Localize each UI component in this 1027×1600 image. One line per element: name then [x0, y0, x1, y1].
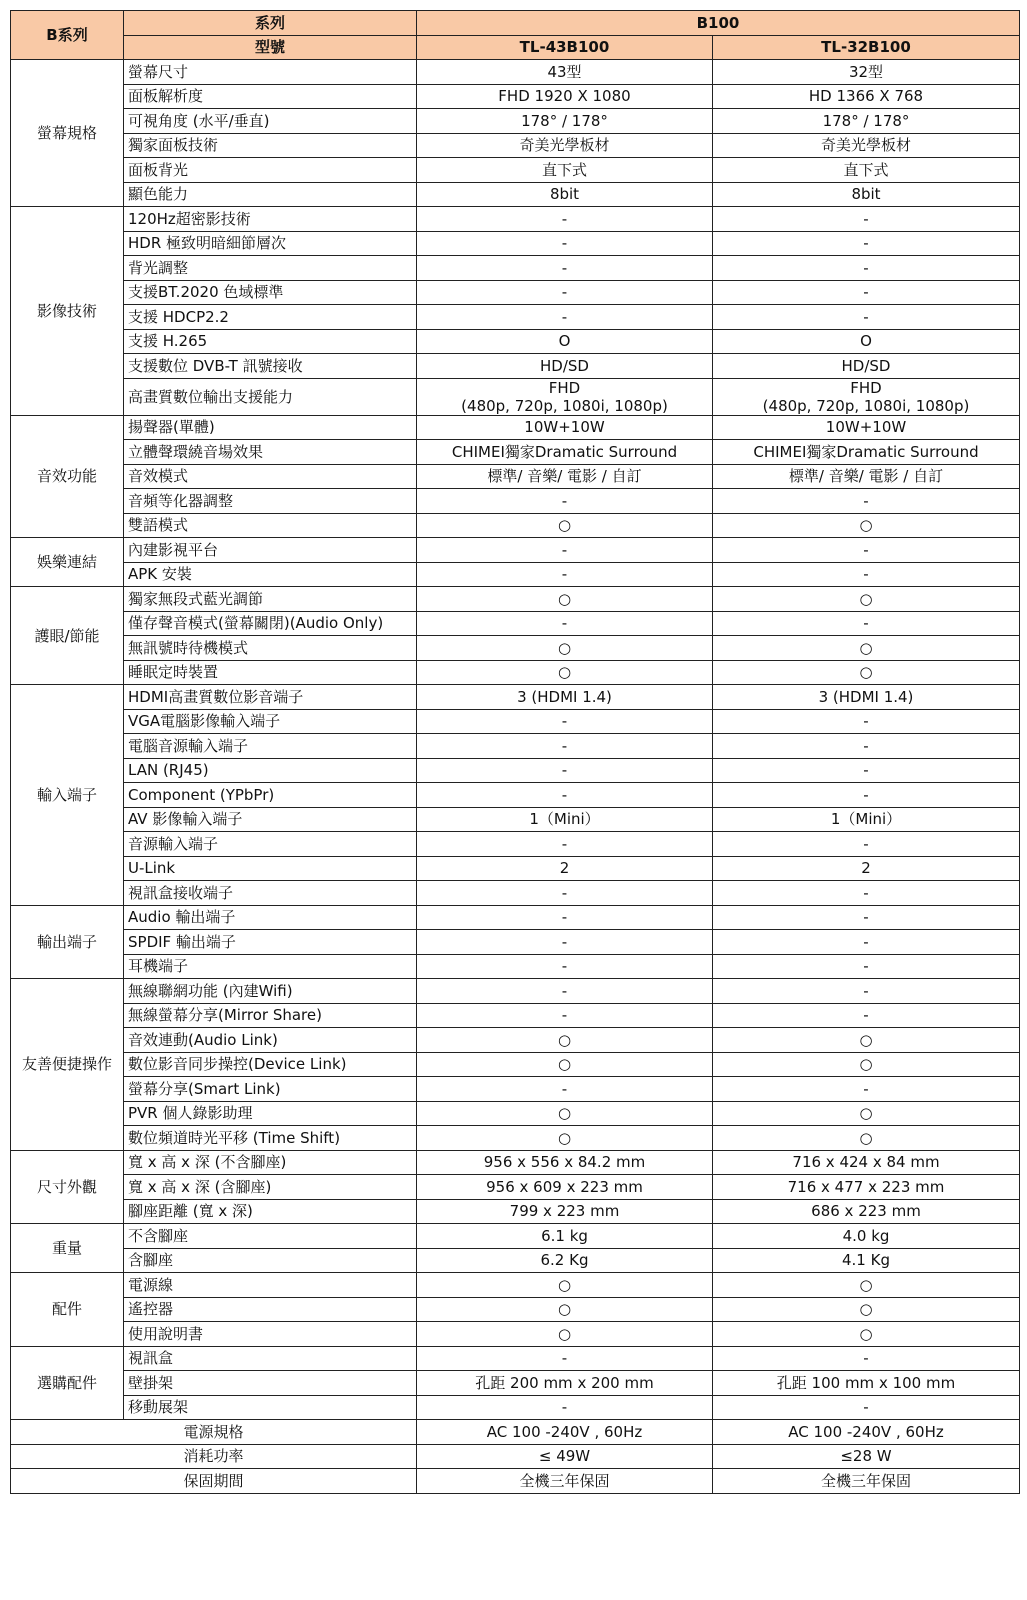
item-label-cell: 寬 x 高 x 深 (不含腳座) [124, 1150, 417, 1175]
table-row [11, 84, 1020, 109]
table-row [11, 1199, 1020, 1224]
value-b-cell: - [713, 1003, 1020, 1028]
table-row [11, 207, 1020, 232]
item-label-cell: APK 安裝 [124, 562, 417, 587]
category-cell: 配件 [11, 1273, 124, 1347]
value-b-cell: CHIMEI獨家Dramatic Surround [713, 440, 1020, 465]
value-b-cell: - [713, 538, 1020, 563]
category-cell: 護眼/節能 [11, 587, 124, 685]
value-b-cell: ○ [713, 513, 1020, 538]
item-label-cell: 可視角度 (水平/垂直) [124, 109, 417, 134]
value-b-cell: 716 x 424 x 84 mm [713, 1150, 1020, 1175]
value-a-cell: 1（Mini） [417, 807, 713, 832]
value-a-cell: - [417, 207, 713, 232]
value-a-cell: - [417, 979, 713, 1004]
value-a-cell: ○ [417, 1052, 713, 1077]
value-a-cell: - [417, 538, 713, 563]
table-row [11, 709, 1020, 734]
table-row [11, 1224, 1020, 1249]
category-cell: 重量 [11, 1224, 124, 1273]
item-label-cell: 數位頻道時光平移 (Time Shift) [124, 1126, 417, 1151]
value-a-cell: - [417, 305, 713, 330]
item-label-cell: 無線聯網功能 (內建Wifi) [124, 979, 417, 1004]
value-b-cell: 10W+10W [713, 415, 1020, 440]
footer-row [11, 1469, 1020, 1494]
value-b-cell: 716 x 477 x 223 mm [713, 1175, 1020, 1200]
value-a-cell: 43型 [417, 60, 713, 85]
table-row [11, 378, 1020, 415]
item-label-cell: 遙控器 [124, 1297, 417, 1322]
item-label-cell: U-Link [124, 856, 417, 881]
item-label-cell: 無線螢幕分享(Mirror Share) [124, 1003, 417, 1028]
value-b-cell: 686 x 223 mm [713, 1199, 1020, 1224]
table-row [11, 1273, 1020, 1298]
value-a-cell: ○ [417, 1028, 713, 1053]
value-a-cell: - [417, 758, 713, 783]
table-row [11, 611, 1020, 636]
series-corner-cell: B系列 [11, 11, 124, 60]
value-b-cell: - [713, 1346, 1020, 1371]
value-b-cell: 178° / 178° [713, 109, 1020, 134]
item-label-cell: 無訊號時待機模式 [124, 636, 417, 661]
value-b-cell: - [713, 256, 1020, 281]
value-b-cell: AC 100 -240V , 60Hz [713, 1420, 1020, 1445]
table-row [11, 979, 1020, 1004]
value-b-cell: - [713, 832, 1020, 857]
item-label-cell: 使用說明書 [124, 1322, 417, 1347]
item-label-cell: 立體聲環繞音場效果 [124, 440, 417, 465]
value-a-cell: HD/SD [417, 354, 713, 379]
value-b-cell: 2 [713, 856, 1020, 881]
category-cell: 音效功能 [11, 415, 124, 538]
table-row [11, 1395, 1020, 1420]
value-a-cell: ○ [417, 587, 713, 612]
table-row [11, 1150, 1020, 1175]
value-a-cell: 6.2 Kg [417, 1248, 713, 1273]
value-a-cell: ○ [417, 1101, 713, 1126]
value-b-cell: 4.1 Kg [713, 1248, 1020, 1273]
value-b-cell: 奇美光學板材 [713, 133, 1020, 158]
value-a-cell: - [417, 881, 713, 906]
table-row [11, 685, 1020, 710]
table-row [11, 182, 1020, 207]
value-a-cell: - [417, 832, 713, 857]
spec-sheet [10, 10, 1020, 1494]
item-label-cell: HDR 極致明暗細節層次 [124, 231, 417, 256]
value-b-cell: ○ [713, 1273, 1020, 1298]
item-label-cell: 顯色能力 [124, 182, 417, 207]
table-row [11, 133, 1020, 158]
value-b-cell: - [713, 611, 1020, 636]
item-label-cell: 面板解析度 [124, 84, 417, 109]
item-label-cell: 螢幕分享(Smart Link) [124, 1077, 417, 1102]
category-cell: 友善便捷操作 [11, 979, 124, 1151]
value-b-cell: - [713, 758, 1020, 783]
value-a-cell: - [417, 489, 713, 514]
value-b-cell: - [713, 709, 1020, 734]
table-row [11, 354, 1020, 379]
value-a-cell: 孔距 200 mm x 200 mm [417, 1371, 713, 1396]
table-row [11, 1248, 1020, 1273]
value-b-cell: ○ [713, 1322, 1020, 1347]
value-b-cell: - [713, 905, 1020, 930]
table-row [11, 60, 1020, 85]
item-label-cell: 含腳座 [124, 1248, 417, 1273]
value-b-cell: - [713, 231, 1020, 256]
value-a-cell: - [417, 280, 713, 305]
value-b-cell: 全機三年保固 [713, 1469, 1020, 1494]
value-a-cell: - [417, 1003, 713, 1028]
value-b-cell: 孔距 100 mm x 100 mm [713, 1371, 1020, 1396]
item-label-cell: Component (YPbPr) [124, 783, 417, 808]
table-row [11, 1101, 1020, 1126]
table-row [11, 158, 1020, 183]
category-cell: 輸出端子 [11, 905, 124, 979]
value-a-cell: ○ [417, 1126, 713, 1151]
value-a-cell: O [417, 329, 713, 354]
footer-label-cell: 保固期間 [11, 1469, 417, 1494]
value-a-cell: - [417, 930, 713, 955]
value-a-cell: ○ [417, 1297, 713, 1322]
value-b-cell: - [713, 1395, 1020, 1420]
category-cell: 螢幕規格 [11, 60, 124, 207]
value-b-cell: 32型 [713, 60, 1020, 85]
table-row [11, 930, 1020, 955]
value-b-cell: - [713, 280, 1020, 305]
item-label-cell: VGA電腦影像輸入端子 [124, 709, 417, 734]
value-b-cell: 1（Mini） [713, 807, 1020, 832]
value-a-cell: ○ [417, 636, 713, 661]
table-row [11, 280, 1020, 305]
value-a-cell: AC 100 -240V , 60Hz [417, 1420, 713, 1445]
item-label-cell: 音效連動(Audio Link) [124, 1028, 417, 1053]
value-a-cell: - [417, 231, 713, 256]
value-a-cell: 全機三年保固 [417, 1469, 713, 1494]
value-a-cell: - [417, 1077, 713, 1102]
value-a-cell: ○ [417, 660, 713, 685]
table-row [11, 1297, 1020, 1322]
item-label-cell: 音效模式 [124, 464, 417, 489]
table-row [11, 1028, 1020, 1053]
item-label-cell: 寬 x 高 x 深 (含腳座) [124, 1175, 417, 1200]
value-b-cell: - [713, 954, 1020, 979]
table-row [11, 440, 1020, 465]
table-row [11, 109, 1020, 134]
value-a-cell: - [417, 734, 713, 759]
value-b-cell: - [713, 562, 1020, 587]
value-b-cell: HD 1366 X 768 [713, 84, 1020, 109]
item-label-cell: 面板背光 [124, 158, 417, 183]
series-name-cell: B100 [417, 11, 1020, 36]
value-a-cell: - [417, 1395, 713, 1420]
category-cell: 影像技術 [11, 207, 124, 416]
item-label-cell: 支援BT.2020 色域標準 [124, 280, 417, 305]
footer-label-cell: 電源規格 [11, 1420, 417, 1445]
value-line: FHD [548, 378, 581, 397]
value-a-cell: - [417, 256, 713, 281]
value-b-cell: - [713, 930, 1020, 955]
value-a-cell: - [417, 783, 713, 808]
table-row [11, 489, 1020, 514]
category-cell: 輸入端子 [11, 685, 124, 906]
table-row [11, 905, 1020, 930]
item-label-cell: AV 影像輸入端子 [124, 807, 417, 832]
category-cell: 選購配件 [11, 1346, 124, 1420]
series-label-cell: 系列 [124, 11, 417, 36]
table-row [11, 538, 1020, 563]
table-row [11, 783, 1020, 808]
table-row [11, 256, 1020, 281]
item-label-cell: 僅存聲音模式(螢幕關閉)(Audio Only) [124, 611, 417, 636]
value-b-cell: 8bit [713, 182, 1020, 207]
value-a-cell: 10W+10W [417, 415, 713, 440]
item-label-cell: PVR 個人錄影助理 [124, 1101, 417, 1126]
item-label-cell: 移動展架 [124, 1395, 417, 1420]
value-a-cell: 956 x 556 x 84.2 mm [417, 1150, 713, 1175]
table-row [11, 464, 1020, 489]
item-label-cell: Audio 輸出端子 [124, 905, 417, 930]
table-row [11, 1371, 1020, 1396]
item-label-cell: 耳機端子 [124, 954, 417, 979]
item-label-cell: 獨家面板技術 [124, 133, 417, 158]
footer-row [11, 1444, 1020, 1469]
table-row [11, 954, 1020, 979]
table-row [11, 513, 1020, 538]
value-a-cell: - [417, 709, 713, 734]
value-b-cell: 3 (HDMI 1.4) [713, 685, 1020, 710]
value-a-cell: 178° / 178° [417, 109, 713, 134]
value-a-cell: FHD 1920 X 1080 [417, 84, 713, 109]
value-b-cell: - [713, 881, 1020, 906]
value-b-cell: 標準/ 音樂/ 電影 / 自訂 [713, 464, 1020, 489]
footer-label-cell: 消耗功率 [11, 1444, 417, 1469]
table-row [11, 587, 1020, 612]
item-label-cell: 視訊盒 [124, 1346, 417, 1371]
table-row [11, 807, 1020, 832]
spec-table [10, 10, 1020, 1494]
value-a-cell: 8bit [417, 182, 713, 207]
value-a-cell: ○ [417, 513, 713, 538]
value-line: FHD [850, 378, 882, 397]
item-label-cell: 視訊盒接收端子 [124, 881, 417, 906]
value-b-cell: ○ [713, 1101, 1020, 1126]
value-b-cell: ○ [713, 587, 1020, 612]
table-row [11, 832, 1020, 857]
item-label-cell: 背光調整 [124, 256, 417, 281]
item-label-cell: 音源輸入端子 [124, 832, 417, 857]
table-row [11, 734, 1020, 759]
table-row [11, 1346, 1020, 1371]
value-b-cell: ≤28 W [713, 1444, 1020, 1469]
item-label-cell: 內建影視平台 [124, 538, 417, 563]
value-b-cell [713, 378, 1020, 415]
value-b-cell: ○ [713, 636, 1020, 661]
value-a-cell: 6.1 kg [417, 1224, 713, 1249]
value-b-cell: - [713, 734, 1020, 759]
value-a-cell: - [417, 562, 713, 587]
value-a-cell: - [417, 1346, 713, 1371]
value-b-cell: - [713, 979, 1020, 1004]
value-b-cell: - [713, 207, 1020, 232]
table-row [11, 231, 1020, 256]
footer-row [11, 1420, 1020, 1445]
value-line: (480p, 720p, 1080i, 1080p) [461, 396, 668, 415]
value-b-cell: - [713, 1077, 1020, 1102]
value-a-cell: 標準/ 音樂/ 電影 / 自訂 [417, 464, 713, 489]
table-row [11, 1077, 1020, 1102]
item-label-cell: 支援 H.265 [124, 329, 417, 354]
table-row [11, 1175, 1020, 1200]
value-a-cell: 直下式 [417, 158, 713, 183]
item-label-cell: 睡眠定時裝置 [124, 660, 417, 685]
table-row [11, 562, 1020, 587]
item-label-cell: LAN (RJ45) [124, 758, 417, 783]
value-b-cell: ○ [713, 660, 1020, 685]
item-label-cell: 電源線 [124, 1273, 417, 1298]
value-a-cell: 2 [417, 856, 713, 881]
item-label-cell: 數位影音同步操控(Device Link) [124, 1052, 417, 1077]
model-label-cell: 型號 [124, 35, 417, 60]
value-b-cell: - [713, 783, 1020, 808]
value-a-cell: CHIMEI獨家Dramatic Surround [417, 440, 713, 465]
table-row [11, 329, 1020, 354]
item-label-cell: 高畫質數位輸出支援能力 [124, 378, 417, 415]
item-label-cell: 不含腳座 [124, 1224, 417, 1249]
value-line: (480p, 720p, 1080i, 1080p) [762, 396, 970, 415]
value-b-cell: ○ [713, 1297, 1020, 1322]
table-row [11, 1126, 1020, 1151]
value-a-cell: ○ [417, 1273, 713, 1298]
table-row [11, 415, 1020, 440]
value-a-cell: ○ [417, 1322, 713, 1347]
item-label-cell: 揚聲器(單體) [124, 415, 417, 440]
table-row [11, 660, 1020, 685]
value-a-cell: 799 x 223 mm [417, 1199, 713, 1224]
category-cell: 娛樂連結 [11, 538, 124, 587]
value-b-cell: ○ [713, 1126, 1020, 1151]
value-b-cell: ○ [713, 1052, 1020, 1077]
item-label-cell: 壁掛架 [124, 1371, 417, 1396]
category-cell: 尺寸外觀 [11, 1150, 124, 1224]
table-row [11, 1052, 1020, 1077]
item-label-cell: 螢幕尺寸 [124, 60, 417, 85]
table-row [11, 758, 1020, 783]
value-a-cell: - [417, 954, 713, 979]
value-a-cell [417, 378, 713, 415]
table-row [11, 856, 1020, 881]
item-label-cell: HDMI高畫質數位影音端子 [124, 685, 417, 710]
value-b-cell: 4.0 kg [713, 1224, 1020, 1249]
header-row-model [11, 35, 1020, 60]
item-label-cell: 腳座距離 (寬 x 深) [124, 1199, 417, 1224]
item-label-cell: 音頻等化器調整 [124, 489, 417, 514]
table-row [11, 881, 1020, 906]
item-label-cell: 支援 HDCP2.2 [124, 305, 417, 330]
value-a-cell: - [417, 611, 713, 636]
value-a-cell: ≤ 49W [417, 1444, 713, 1469]
item-label-cell: 雙語模式 [124, 513, 417, 538]
value-b-cell: HD/SD [713, 354, 1020, 379]
model-a-cell: TL-43B100 [417, 35, 713, 60]
item-label-cell: SPDIF 輸出端子 [124, 930, 417, 955]
value-a-cell: 956 x 609 x 223 mm [417, 1175, 713, 1200]
value-b-cell: ○ [713, 1028, 1020, 1053]
table-row [11, 1322, 1020, 1347]
value-b-cell: 直下式 [713, 158, 1020, 183]
value-b-cell: - [713, 489, 1020, 514]
item-label-cell: 獨家無段式藍光調節 [124, 587, 417, 612]
item-label-cell: 120Hz超密影技術 [124, 207, 417, 232]
table-row [11, 305, 1020, 330]
table-row [11, 1003, 1020, 1028]
value-b-cell: O [713, 329, 1020, 354]
item-label-cell: 支援數位 DVB-T 訊號接收 [124, 354, 417, 379]
header-row-series [11, 11, 1020, 36]
value-a-cell: - [417, 905, 713, 930]
value-a-cell: 奇美光學板材 [417, 133, 713, 158]
value-a-cell: 3 (HDMI 1.4) [417, 685, 713, 710]
model-b-cell: TL-32B100 [713, 35, 1020, 60]
item-label-cell: 電腦音源輸入端子 [124, 734, 417, 759]
value-b-cell: - [713, 305, 1020, 330]
table-row [11, 636, 1020, 661]
